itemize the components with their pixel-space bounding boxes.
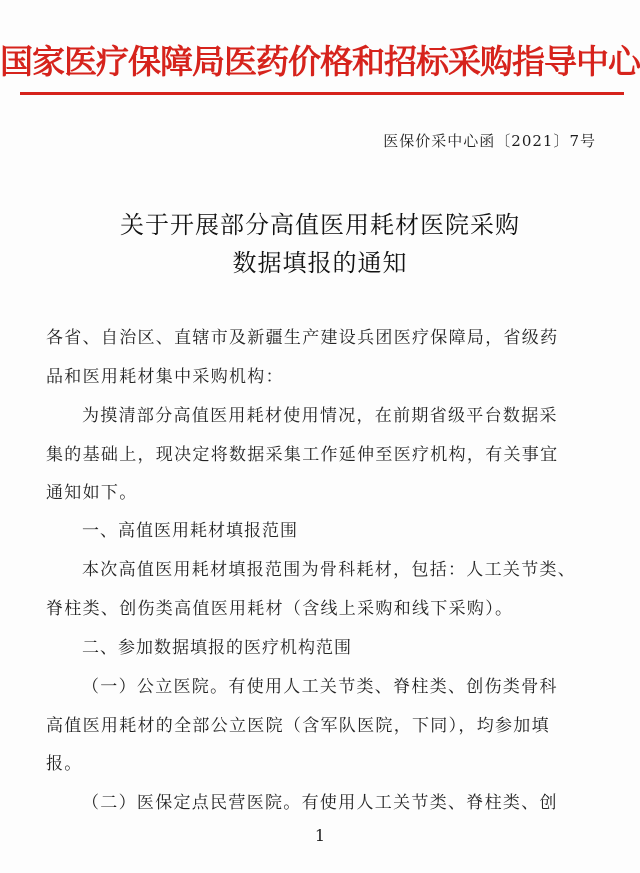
paragraph-line: 脊柱类、创伤类高值医用耗材（含线上采购和线下采购）。 [46,599,514,619]
red-separator-line [20,92,624,95]
page-number: 1 [314,826,326,845]
paragraph-line: （一）公立医院。有使用人工关节类、脊柱类、创伤类骨科 [82,677,558,697]
paragraph-line: 集的基础上，现决定将数据采集工作延伸至医疗机构，有关事宜 [46,445,559,465]
addressee-line-1: 各省、自治区、直辖市及新疆生产建设兵团医疗保障局，省级药 [46,328,559,348]
paragraph-line: 报。 [46,754,83,774]
issuing-organization-header: 国家医疗保障局医药价格和招标采购指导中心 [0,42,640,81]
paragraph-line: 高值医用耗材的全部公立医院（含军队医院，下同），均参加填 [46,716,550,736]
paragraph-line: 为摸清部分高值医用耗材使用情况，在前期省级平台数据采 [82,406,558,426]
paragraph-line: 本次高值医用耗材填报范围为骨科耗材，包括：人工关节类、 [82,560,577,580]
document-number: 医保价采中心函〔2021〕7号 [383,132,596,150]
section-heading-2: 二、参加数据填报的医疗机构范围 [82,638,352,658]
paragraph-line: （二）医保定点民营医院。有使用人工关节类、脊柱类、创 [82,793,558,813]
addressee-line-2: 品和医用耗材集中采购机构： [46,367,284,387]
section-heading-1: 一、高值医用耗材填报范围 [82,521,298,541]
notice-title-line-2: 数据填报的通知 [232,249,408,277]
paragraph-line: 通知如下。 [46,483,138,503]
notice-title-line-1: 关于开展部分高值医用耗材医院采购 [120,211,520,239]
